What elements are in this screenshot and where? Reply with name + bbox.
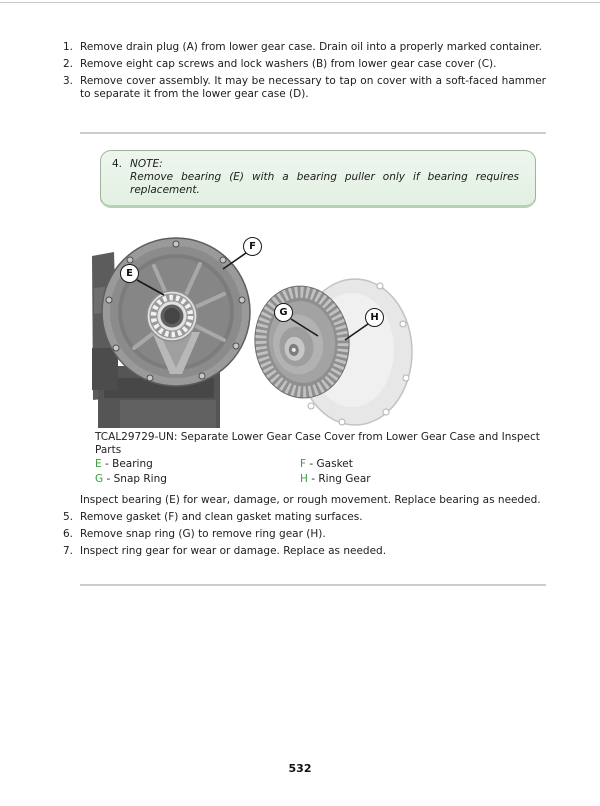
gear-case-illustration (90, 228, 415, 429)
step-5 (63, 511, 546, 524)
step-7 (63, 545, 546, 558)
legend-label-gasket: Gasket (316, 458, 353, 470)
step-5-text: Remove gasket (F) and clean gasket mating surfaces. (80, 511, 363, 523)
callout-G: G (274, 303, 293, 322)
step-4-number: 4. (112, 158, 123, 170)
legend-key-H: H (300, 473, 308, 485)
callout-F: F (243, 237, 262, 256)
step-2 (63, 58, 546, 71)
section-divider-bottom (80, 584, 546, 586)
inspect-bearing-paragraph (63, 494, 546, 507)
legend-row-1 (95, 458, 535, 473)
step-1-text: Remove drain plug (A) from lower gear case. Drain oil into a properly marked container. (80, 41, 542, 53)
legend-sep: - (106, 473, 114, 485)
legend-label-snap-ring: Snap Ring (113, 473, 167, 485)
step-2-number: 2. (63, 58, 74, 70)
note-box (100, 150, 536, 208)
figure-legend (95, 458, 535, 488)
callout-H: H (365, 308, 384, 327)
paragraph-text: Inspect bearing (E) for wear, damage, or rough movement. Replace bearing as needed. (80, 494, 541, 506)
step-2-text: Remove eight cap screws and lock washers (B) from lower gear case cover (C). (80, 58, 497, 70)
legend-key-F: F (300, 458, 307, 470)
step-6-number: 6. (63, 528, 74, 540)
section-divider-top (80, 132, 546, 134)
legend-key-E: E (95, 458, 102, 470)
step-7-text: Inspect ring gear for wear or damage. Replace as needed. (80, 545, 387, 557)
legend-key-G: G (95, 473, 104, 485)
step-1 (63, 41, 546, 54)
legend-item-F (300, 458, 353, 473)
legend-item-H (300, 473, 371, 488)
figure-gear-case-photo (90, 228, 415, 429)
legend-label-bearing: Bearing (112, 458, 153, 470)
note-label: NOTE: (130, 158, 163, 170)
figure-caption: TCAL29729-UN: Separate Lower Gear Case Cover from Lower Gear Case and Inspect Parts (95, 431, 540, 456)
paragraph-indent (63, 494, 80, 507)
step-5-number: 5. (63, 511, 74, 523)
page-number: 532 (288, 762, 312, 775)
note-body (130, 158, 519, 197)
page-top-rule (0, 2, 600, 3)
legend-item-E (95, 458, 300, 473)
legend-sep: - (311, 473, 319, 485)
step-6 (63, 528, 546, 541)
procedure-steps-bottom (63, 494, 546, 562)
procedure-steps-top (63, 41, 546, 105)
legend-sep: - (104, 458, 113, 470)
step-3-text: Remove cover assembly. It may be necessary to tap on cover with a soft-faced hammer to separate it from the lower gear case (D). (80, 75, 546, 100)
step-1-number: 1. (63, 41, 74, 53)
note-text: Remove bearing (E) with a bearing puller only if bearing requires replacement. (130, 171, 519, 196)
legend-item-G (95, 473, 300, 488)
legend-sep: - (309, 458, 317, 470)
step-3 (63, 75, 546, 101)
step-6-text: Remove snap ring (G) to remove ring gear (H). (80, 528, 326, 540)
step-3-number: 3. (63, 75, 74, 87)
callout-E: E (120, 264, 139, 283)
legend-label-ring-gear: Ring Gear (318, 473, 371, 485)
step-7-number: 7. (63, 545, 74, 557)
legend-row-2 (95, 473, 535, 488)
